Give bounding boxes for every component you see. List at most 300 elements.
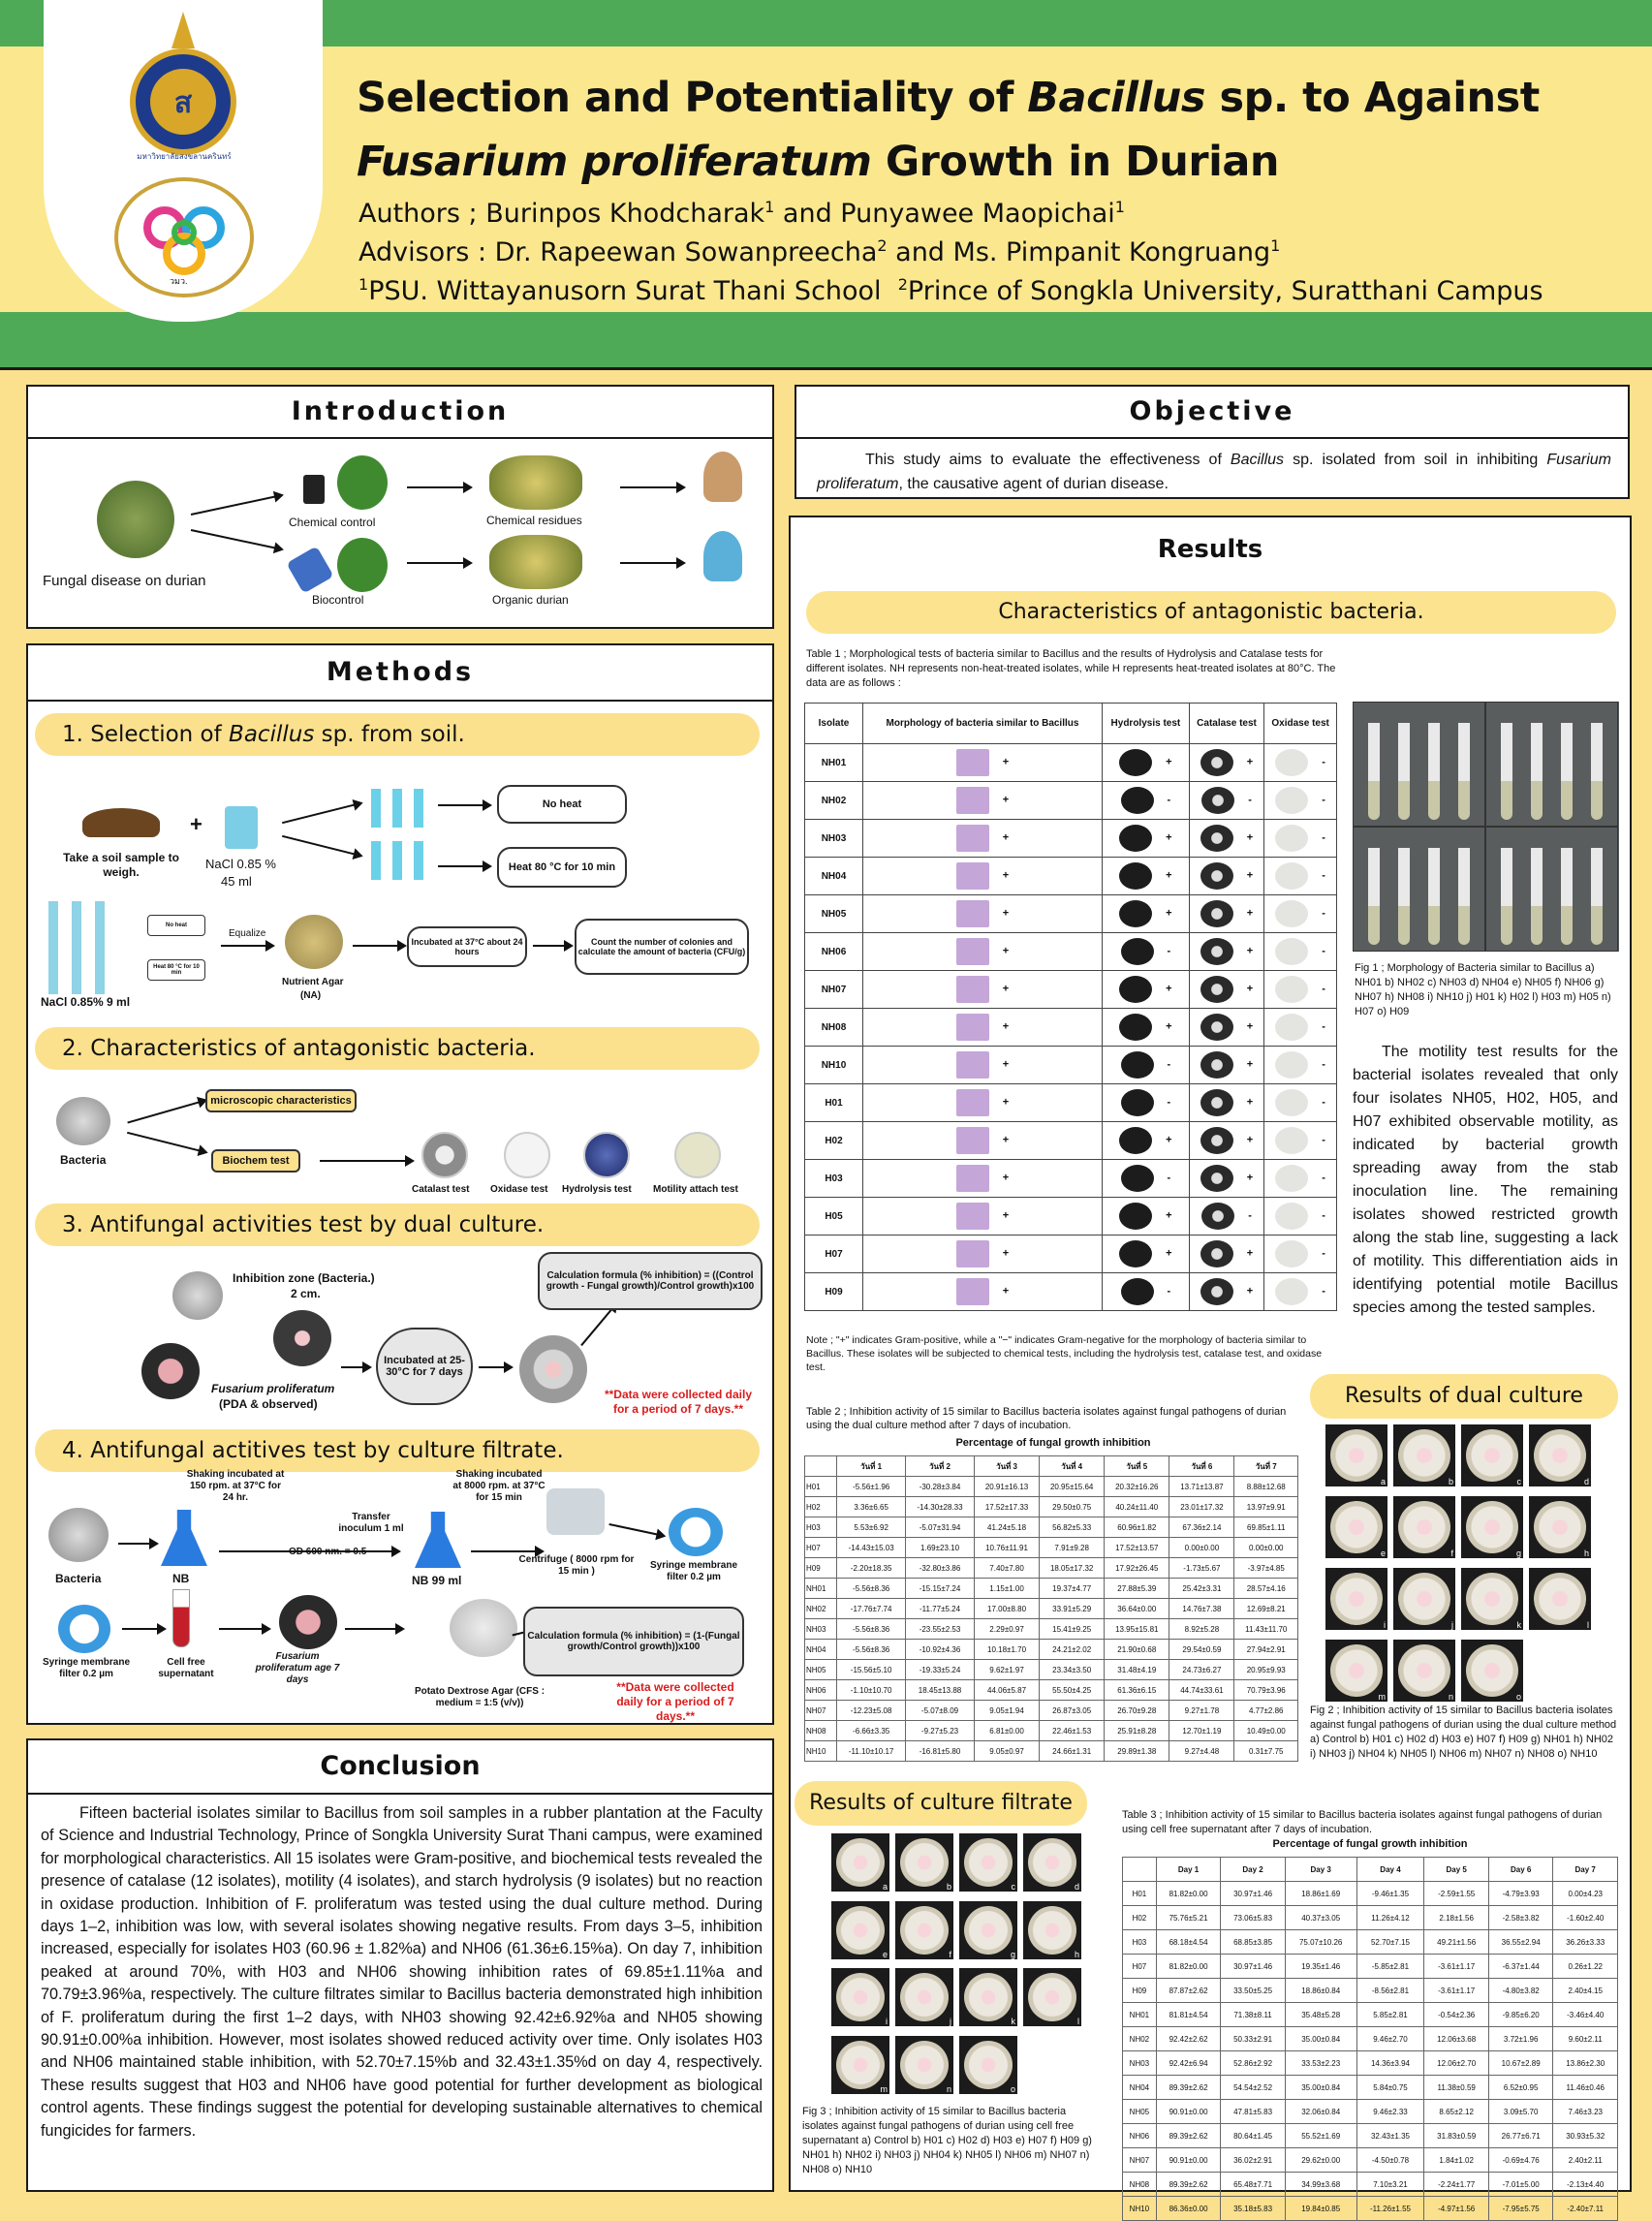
value-cell: -9.85±6.20 [1488,2003,1553,2027]
result-thumb [1200,1127,1233,1154]
result-sign: + [1002,1134,1010,1146]
result-thumb [1119,749,1152,776]
fig1-caption: Fig 1 ; Morphology of Bacteria similar to Bacillus a) NH01 b) NH02 c) NH03 d) NH04 e) NH05 f) NH06 g) NH07 h) NH08 i) NH10 j) H01 k) H02 l) H03 m) H05 n) H07 o) H09 [1355,962,1611,1017]
value-cell: -11.77±5.24 [906,1599,975,1619]
t1-header-cell: Isolate [805,704,863,744]
value-cell: 10.18±1.70 [974,1640,1039,1660]
value-cell: -5.56±8.36 [837,1579,906,1599]
value-cell: 9.27±1.78 [1169,1701,1234,1721]
value-cell: -3.97±4.85 [1234,1558,1298,1579]
value-cell: 35.48±5.28 [1285,2003,1356,2027]
petri-dish [1325,1424,1387,1486]
isolate-cell: NH04 [805,1640,837,1660]
durian-leaf-image [97,481,174,558]
petri-dish [959,1901,1017,1959]
fig-letter: n [946,2083,951,2094]
result-sign: + [1246,907,1254,920]
nacl-ml-label: 45 ml [221,874,252,889]
bacteria-label: Bacteria [60,1153,107,1167]
result-thumb [956,976,989,1003]
table-row [805,1047,1337,1084]
value-cell: 0.26±1.22 [1553,1955,1618,1979]
result-sign: + [1002,1058,1010,1071]
result-thumb [956,1014,989,1041]
intro-arrow-4 [620,486,684,488]
value-cell: 65.48±7.71 [1221,2173,1286,2197]
value-cell: 41.24±5.18 [974,1517,1039,1538]
petri-dish [895,1968,953,2026]
value-cell: 0.31±7.75 [1234,1741,1298,1762]
hydrolysis-label: Hydrolysis test [562,1184,632,1195]
result-thumb [1275,1051,1308,1079]
dual-title: Results of dual culture [1310,1374,1618,1419]
isolate-cell: NH05 [805,1660,837,1680]
fig1-tubes [1353,702,1619,952]
value-cell: -2.40±7.11 [1553,2197,1618,2221]
result-sign: - [1322,1209,1325,1222]
result-sign: - [1322,1058,1325,1071]
value-cell: 6.52±0.95 [1488,2076,1553,2100]
bacteria-label-4: Bacteria [55,1572,102,1585]
value-cell: -6.37±1.44 [1488,1955,1553,1979]
table-row [1123,1979,1618,2003]
dish-culture [836,1906,885,1955]
value-cell: 9.46±2.70 [1356,2027,1424,2051]
value-cell: 11.26±4.12 [1356,1906,1424,1930]
fusarium-plate-4 [279,1595,337,1649]
result-cell [1102,1122,1189,1160]
dish-culture [900,1973,949,2021]
isolate-cell: NH08 [805,1009,863,1047]
value-cell: 50.33±2.91 [1221,2027,1286,2051]
value-cell: 22.46±1.53 [1040,1721,1105,1741]
isolate-cell: NH08 [1123,2173,1157,2197]
result-cell [1102,1198,1189,1236]
value-cell: -4.80±3.82 [1488,1979,1553,2003]
value-cell: 1.69±23.10 [906,1538,975,1558]
value-cell: 2.40±4.15 [1553,1979,1618,2003]
calc-filtrate-box: Calculation formula (% inhibition) = (1-(Fungal growth/Control growth))x100 [523,1607,744,1676]
petri-dish [1393,1496,1455,1558]
result-sign: + [1246,1020,1254,1033]
fig-letter: c [1011,1882,1015,1892]
psu-logo-icon [125,10,241,155]
result-cell [863,1009,1103,1047]
value-cell: 7.10±3.21 [1356,2173,1424,2197]
table-row [1123,2100,1618,2124]
dish-culture [1028,1906,1076,1955]
result-sign: + [1246,1058,1254,1071]
value-cell: 21.90±0.68 [1105,1640,1169,1660]
fig1-panel [1485,702,1618,827]
value-cell: 7.46±3.23 [1553,2100,1618,2124]
result-cell [863,858,1103,895]
table-row [805,1517,1298,1538]
result-sign: + [1166,1134,1172,1146]
value-cell: 7.91±9.28 [1040,1538,1105,1558]
oxidase-dish [504,1132,550,1178]
result-sign: - [1322,1285,1325,1298]
value-cell: 73.06±5.83 [1221,1906,1286,1930]
petri-dish [1529,1568,1591,1630]
tube-icon [1531,848,1543,945]
centrifuge-icon [546,1488,605,1535]
table-row [805,1009,1337,1047]
value-cell: 55.52±1.69 [1285,2124,1356,2148]
value-cell: 75.76±5.21 [1156,1906,1221,1930]
dish-culture [964,1973,1013,2021]
fig-letter: e [1380,1548,1386,1558]
fig-letter: f [1450,1548,1453,1558]
cfs-tube-icon [172,1589,190,1647]
m1-arrow-e [221,945,273,947]
result-cell [1189,1047,1263,1084]
result-cell [1189,744,1263,782]
table-row [805,1122,1337,1160]
m4-arrow-f [219,1628,269,1630]
value-cell: 27.88±5.39 [1105,1579,1169,1599]
result-thumb [1275,1014,1308,1041]
result-thumb [956,1240,989,1267]
result-sign: - [1167,945,1171,957]
svg-text:ส: ส [173,86,193,120]
table-row [1123,1930,1618,1955]
result-cell [1264,1160,1337,1198]
shake1-label: Shaking incubated at 150 rpm. at 37°C for 24 hr. [186,1469,285,1503]
fig1-panel [1353,827,1485,952]
value-cell: 24.73±6.27 [1169,1660,1234,1680]
table-row [1123,2051,1618,2076]
value-cell: 20.95±9.93 [1234,1660,1298,1680]
petri-dish [895,1901,953,1959]
value-cell: -5.56±1.96 [837,1477,906,1497]
fig-letter: a [1380,1477,1386,1486]
result-thumb [956,749,989,776]
result-thumb [1121,1051,1154,1079]
value-cell: 92.42±2.62 [1156,2027,1221,2051]
fig3-grid [831,1833,1091,2097]
result-cell [1189,782,1263,820]
value-cell: -7.01±5.00 [1488,2173,1553,2197]
value-cell: 75.07±10.26 [1285,1930,1356,1955]
value-cell: 9.62±1.97 [974,1660,1039,1680]
result-cell [1264,1009,1337,1047]
value-cell: 29.50±0.75 [1040,1497,1105,1517]
value-cell: 11.38±0.59 [1424,2076,1489,2100]
t1-header-cell: Catalase test [1189,704,1263,744]
result-sign: + [1246,945,1254,957]
isolate-cell: NH03 [1123,2051,1157,2076]
petri-dish [1325,1496,1387,1558]
isolate-cell: NH06 [805,933,863,971]
result-sign: - [1248,1209,1252,1222]
m1-arrow-g [533,945,572,947]
value-cell: 36.64±0.00 [1105,1599,1169,1619]
logo-panel [44,0,323,322]
value-cell: 56.82±5.33 [1040,1517,1105,1538]
value-cell: -3.61±1.17 [1424,1955,1489,1979]
result-sign: + [1166,1247,1172,1260]
isolate-cell: NH01 [805,744,863,782]
value-cell: 19.84±0.85 [1285,2197,1356,2221]
value-cell: 18.86±0.84 [1285,1979,1356,2003]
authors: Authors ; Burinpos Khodcharak$^1$ and Punyawee Maopichai$^1$ [358,198,1125,229]
result-cell [863,1236,1103,1273]
m1-arrow-f [353,945,405,947]
value-cell: 11.43±11.70 [1234,1619,1298,1640]
no-heat-box: No heat [497,785,627,824]
intro-arrow-5 [407,562,471,564]
result-sign: + [1246,756,1254,768]
syringe-label: Syringe membrane filter 0.2 µm [649,1560,738,1582]
petri-dish [1023,1833,1081,1892]
value-cell: 54.54±2.52 [1221,2076,1286,2100]
fig2-grid [1325,1424,1616,1705]
petri-dish [831,1901,889,1959]
value-cell: -14.43±15.03 [837,1538,906,1558]
result-thumb [1275,1165,1308,1192]
result-cell [863,971,1103,1009]
value-cell: 29.89±1.38 [1105,1741,1169,1762]
result-sign: - [1322,869,1325,882]
table-row [805,1084,1337,1122]
value-cell: 0.00±4.23 [1553,1882,1618,1906]
value-cell: 3.72±1.96 [1488,2027,1553,2051]
value-cell: -2.20±18.35 [837,1558,906,1579]
result-cell [1102,782,1189,820]
value-cell: 69.85±1.11 [1234,1517,1298,1538]
value-cell: 0.00±0.00 [1169,1538,1234,1558]
result-sign: - [1248,794,1252,806]
isolate-cell: H01 [805,1084,863,1122]
value-cell: 20.95±15.64 [1040,1477,1105,1497]
isolate-cell: H09 [805,1558,837,1579]
value-cell: 36.26±3.33 [1553,1930,1618,1955]
petri-dish [1461,1640,1523,1702]
t2-header-cell [805,1456,837,1477]
result-cell [1102,1236,1189,1273]
intro-arrow-3 [407,486,471,488]
tube-icon [1501,723,1512,820]
isolate-cell: NH05 [805,895,863,933]
table1-caption: Table 1 ; Morphological tests of bacteria similar to Bacillus and the results of Hydrolysis and Catalase tests for different isolates. NH represents non-heat-treated isolates, while H represents heat-treated isolates at 80°C. The data are as follows : [806,648,1336,689]
count-box: Count the number of colonies and calculate the amount of bacteria (CFU/g) [575,919,749,975]
value-cell: 3.09±5.70 [1488,2100,1553,2124]
value-cell: 86.36±0.00 [1156,2197,1221,2221]
result-cell [1264,1047,1337,1084]
table-row [805,1721,1298,1741]
petri-dish [1393,1424,1455,1486]
value-cell: -8.56±2.81 [1356,1979,1424,2003]
value-cell: -32.80±3.86 [906,1558,975,1579]
result-cell [863,1122,1103,1160]
isolate-cell: NH04 [805,858,863,895]
t2-header-cell: วันที่ 6 [1169,1456,1234,1477]
result-thumb [956,1051,989,1079]
m4-arrow-e [122,1628,165,1630]
petri-dish [959,1968,1017,2026]
table-row [1123,2148,1618,2173]
value-cell: 12.69±8.21 [1234,1599,1298,1619]
result-sign: + [1246,983,1254,995]
isolate-cell: NH10 [805,1741,837,1762]
table-row [805,782,1337,820]
fig-letter: m [1378,1692,1386,1702]
value-cell: -3.46±4.40 [1553,2003,1618,2027]
chemical-residues-label: Chemical residues [486,514,582,527]
value-cell: -2.13±4.40 [1553,2173,1618,2197]
dish-culture [964,1838,1013,1887]
dish-culture [1028,1973,1076,2021]
result-cell [863,1084,1103,1122]
result-sign: + [1002,1172,1010,1184]
tubes-bottom-icon [371,841,427,880]
value-cell: 13.95±15.81 [1105,1619,1169,1640]
dual-note: **Data were collected daily for a period of 7 days.** [604,1388,753,1416]
value-cell: 35.00±0.84 [1285,2076,1356,2100]
petri-dish [959,1833,1017,1892]
table-row [1123,1955,1618,1979]
centrifuge-label: Centrifuge ( 8000 rpm for 15 min ) [518,1554,635,1577]
result-sign: - [1167,1096,1171,1109]
result-sign: + [1002,1247,1010,1260]
isolate-cell: NH04 [1123,2076,1157,2100]
fig2-caption: Fig 2 ; Inhibition activity of 15 similar to Bacillus bacteria isolates against fungal pathogens of durian using the dual culture method a) Control b) H01 c) H02 d) H03 e) H07 f) H09 g) NH01 h) NH02 i) NH03 j) NH04 k) NH05 l) NH06 m) NH07 n) NH08 o) NH10 [1310,1705,1617,1760]
table-row [805,1497,1298,1517]
t1-header-cell: Morphology of bacteria similar to Bacillus [863,704,1103,744]
value-cell: 20.91±16.13 [974,1477,1039,1497]
value-cell: -1.10±10.70 [837,1680,906,1701]
isolate-cell: NH08 [805,1721,837,1741]
value-cell: 1.15±1.00 [974,1579,1039,1599]
fig-letter: l [1077,2017,1079,2026]
value-cell: 17.92±26.45 [1105,1558,1169,1579]
value-cell: -2.59±1.55 [1424,1882,1489,1906]
value-cell: 32.06±0.84 [1285,2100,1356,2124]
petri-dish [831,1833,889,1892]
result-sign: - [1322,945,1325,957]
fig-letter: j [950,2017,951,2026]
chemical-control-label: Chemical control [289,516,376,529]
result-cell [1189,1122,1263,1160]
result-thumb [1200,1014,1233,1041]
value-cell: 80.64±1.45 [1221,2124,1286,2148]
result-sign: + [1246,1172,1254,1184]
isolate-cell: NH05 [1123,2100,1157,2124]
tube-icon [1591,848,1603,945]
isolate-cell: H02 [805,1122,863,1160]
value-cell: 81.81±4.54 [1156,2003,1221,2027]
result-sign: + [1246,1134,1254,1146]
isolate-cell: NH03 [805,1619,837,1640]
dilution-tubes-icon [48,901,118,994]
value-cell: -30.28±3.84 [906,1477,975,1497]
nacl-bottle-icon [225,806,258,849]
result-thumb [1275,976,1308,1003]
result-cell [1189,1084,1263,1122]
value-cell: 7.40±7.80 [974,1558,1039,1579]
result-cell [1189,933,1263,971]
value-cell: 36.02±2.91 [1221,2148,1286,2173]
value-cell: -10.92±4.36 [906,1640,975,1660]
result-thumb [956,825,989,852]
result-thumb [1121,787,1154,814]
isolate-cell: H05 [805,1198,863,1236]
result-cell [863,1160,1103,1198]
result-cell [1264,971,1337,1009]
table-row [805,1579,1298,1599]
value-cell: 89.39±2.62 [1156,2173,1221,2197]
na-label-2: (NA) [300,990,322,1001]
m4-arrow-c [471,1550,543,1552]
result-thumb [1200,862,1233,890]
isolate-cell: NH01 [805,1579,837,1599]
result-thumb [956,1089,989,1116]
value-cell: -3.61±1.17 [1424,1979,1489,2003]
t3-header-cell [1123,1858,1157,1882]
fig-letter: h [1583,1548,1589,1558]
motility-label: Motility attach test [653,1184,738,1195]
value-cell: 44.06±5.87 [974,1680,1039,1701]
value-cell: 2.40±2.11 [1553,2148,1618,2173]
catalast-dish [421,1132,468,1178]
fig1-image [1353,702,1619,952]
fig-letter: c [1516,1477,1521,1486]
dish-culture [1028,1838,1076,1887]
result-thumb [1200,1278,1233,1305]
fig-letter: e [882,1949,888,1959]
objective-heading: Objective [795,385,1630,439]
value-cell: 10.76±11.91 [974,1538,1039,1558]
result-sign: + [1166,756,1172,768]
dish-culture [1534,1501,1586,1553]
t1-header-cell: Oxidase test [1264,704,1337,744]
result-sign: - [1322,1096,1325,1109]
result-cell [1189,1236,1263,1273]
table-row [805,895,1337,933]
result-thumb [1201,1203,1234,1230]
result-cell [863,1273,1103,1311]
isolate-cell: NH07 [805,1701,837,1721]
isolate-cell: H03 [1123,1930,1157,1955]
value-cell: 9.27±4.48 [1169,1741,1234,1762]
tube-icon [1398,848,1410,945]
value-cell: 36.55±2.94 [1488,1930,1553,1955]
result-thumb [1275,900,1308,927]
fig-letter: b [1448,1477,1453,1486]
dish-culture [1534,1573,1586,1625]
od-label: OD 600 nm. = 0.5 [289,1547,367,1557]
conclusion-heading: Conclusion [26,1738,774,1795]
value-cell: 24.66±1.31 [1040,1741,1105,1762]
dish-culture [1398,1429,1450,1482]
isolate-cell: NH02 [805,1599,837,1619]
value-cell: 40.37±3.05 [1285,1906,1356,1930]
value-cell: 68.85±3.85 [1221,1930,1286,1955]
value-cell: 30.97±1.46 [1221,1955,1286,1979]
result-sign: + [1166,983,1172,995]
value-cell: 14.36±3.94 [1356,2051,1424,2076]
heat-box: Heat 80 °C for 10 min [497,847,627,888]
table-row [805,1701,1298,1721]
result-thumb [1119,1203,1152,1230]
result-cell [1102,744,1189,782]
result-sign: - [1322,907,1325,920]
fusarium-age-label: Fusarium proliferatum age 7 days [255,1651,340,1685]
result-thumb [1275,749,1308,776]
value-cell: 17.52±13.57 [1105,1538,1169,1558]
result-thumb [1200,900,1233,927]
